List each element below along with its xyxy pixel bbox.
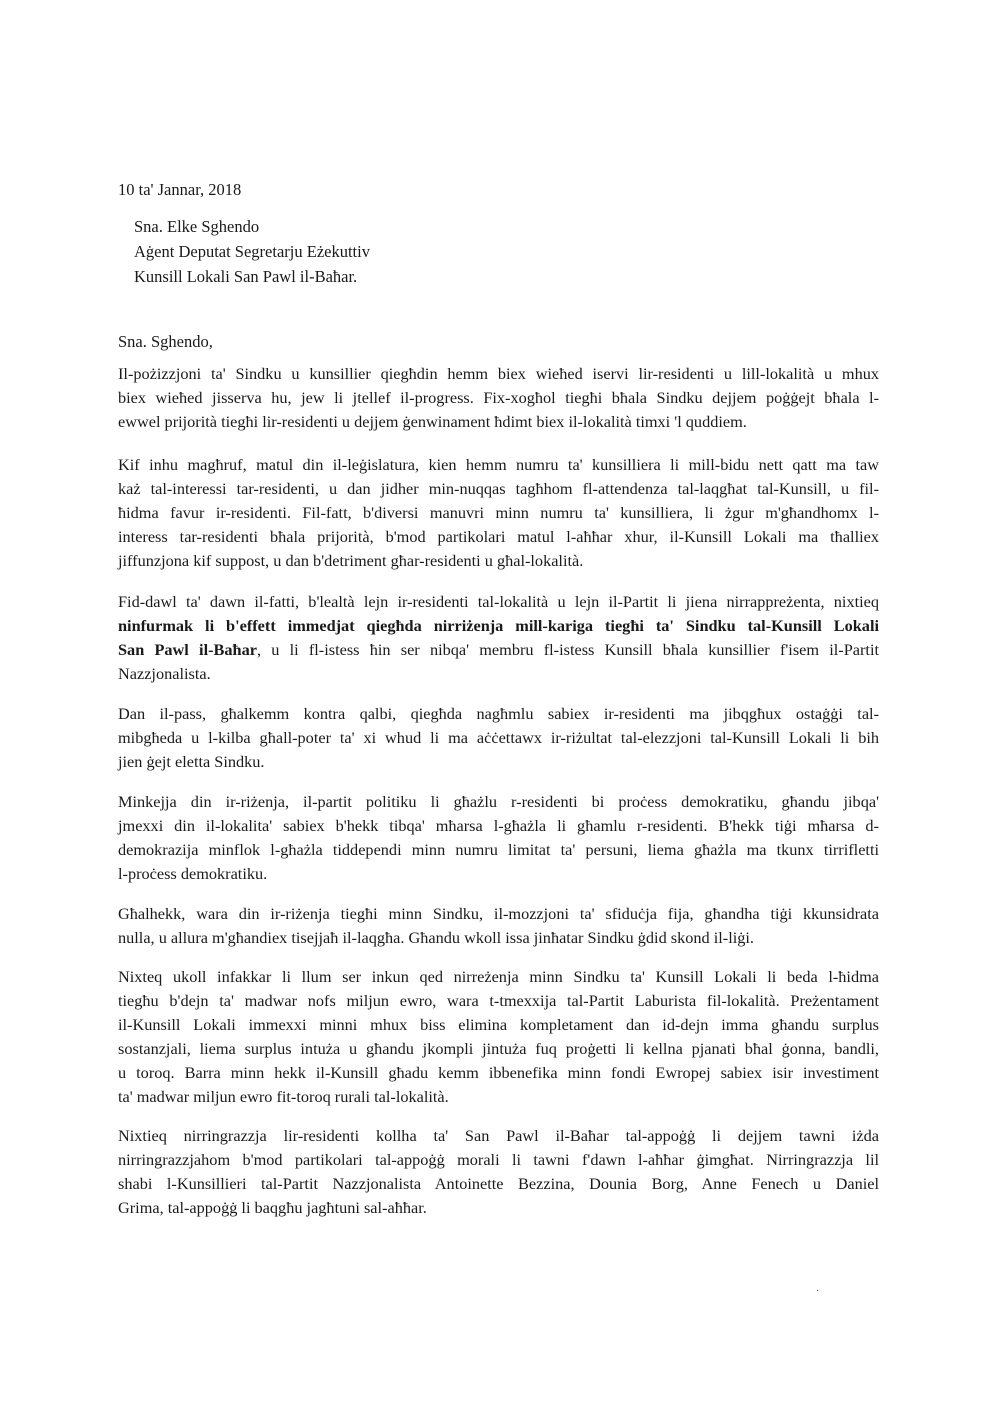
paragraph-line-bold: ninfurmak li b'effett immedjat qiegħda nirriżenja mill-kariga tiegħi ta' Sindku tal-Kunsill Lokali <box>118 616 879 635</box>
recipient-name: Sna. Elke Sghendo <box>134 217 260 236</box>
paragraph-line: Nazzjonalista. <box>118 664 211 683</box>
paragraph-line: shabi l-Kunsillieri tal-Partit Nazzjonalista Antoinette Bezzina, Dounia Borg, Anne Fenech u Daniel <box>118 1174 879 1193</box>
recipient-address-block <box>134 214 370 289</box>
paragraph-line: jmexxi din il-lokalita' sabiex b'hekk tibqa' mħarsa l-għażla li għamlu r-residenti. B'hekk tiġi mħarsa d- <box>118 816 879 835</box>
paragraph-7 <box>118 965 879 1109</box>
salutation: Sna. Sghendo, <box>118 332 213 351</box>
paragraph-line: mibgħeda u l-kilba għall-poter ta' xi whud li ma aċċettawx ir-riżultat tal-elezzjoni tal-Kunsill Lokali li bih <box>118 728 879 747</box>
paragraph-1 <box>118 362 879 434</box>
recipient-organisation: Kunsill Lokali San Pawl il-Baħar. <box>134 267 358 286</box>
paragraph-line: Għalhekk, wara din ir-riżenja tiegħi minn Sindku, il-mozzjoni ta' sfiduċja fija, għandha tiġi kkunsidrata <box>118 904 879 923</box>
letter-date: 10 ta' Jannar, 2018 <box>118 180 242 199</box>
paragraph-line: nulla, u allura m'għandiex tisejjaħ il-laqgħa. Għandu wkoll issa jinħatar Sindku ġdid skond il-liġi. <box>118 928 754 947</box>
paragraph-line: Minkejja din ir-riżenja, il-partit politiku li għażlu r-residenti bi proċess demokratiku, għandu jibqa' <box>118 792 879 811</box>
paragraph-line: nirringrazzjahom b'mod partikolari tal-appoġġ morali li tawni f'dawn l-aħħar ġimgħat. Nirringrazzja lil <box>118 1150 879 1169</box>
paragraph-line-rest: , u li fl-istess ħin ser nibqa' membru fl-istess Kunsill bħala kunsillier f'isem il-Partit <box>256 640 880 659</box>
paragraph-line: ewwel prijorità tiegħi lir-residenti u dejjem ġenwinament ħdimt biex il-lokalità timxi 'l quddiem. <box>118 412 747 431</box>
paragraph-line: il-Kunsill Lokali immexxi minni mhux biss elimina kompletament dan id-dejn imma għandu surplus <box>118 1015 879 1034</box>
paragraph-line: l-proċess demokratiku. <box>118 864 268 883</box>
stray-scan-mark: · <box>816 1286 820 1297</box>
paragraph-line: sostanzjali, liema surplus intuża u għandu jkompli jintuża fuq proġetti li kellna pjanati bħal ġonna, bandli, <box>118 1039 879 1058</box>
paragraph-6 <box>118 902 879 950</box>
paragraph-line: demokrazija minflok l-għażla tiddependi minn numru limitat ta' persuni, liema għażla ma tkunx tirrifletti <box>118 840 879 859</box>
paragraph-line: jiffunzjona kif suppost, u dan b'detriment għar-residenti u għal-lokalità. <box>118 551 584 570</box>
paragraph-4 <box>118 702 879 774</box>
paragraph-2 <box>118 453 879 573</box>
paragraph-line: Grima, tal-appoġġ li baqgħu jagħtuni sal-aħħar. <box>118 1198 427 1217</box>
paragraph-line: Dan il-pass, għalkemm kontra qalbi, qiegħda nagħmlu sabiex ir-residenti ma jibqgħux ostaġġi tal- <box>118 704 879 723</box>
paragraph-line: tiegħu b'dejn ta' madwar nofs miljun ewro, wara t-tmexxija tal-Partit Laburista fil-lokalità. Preżentament <box>118 991 879 1010</box>
paragraph-line: ta' madwar miljun ewro fit-toroq rurali tal-lokalità. <box>118 1087 449 1106</box>
bold-locality-name: San Pawl il-Baħar <box>118 640 257 659</box>
paragraph-line: biex wieħed jisserva hu, jew li jtellef il-progress. Fix-xogħol tiegħi bħala Sindku dejjem poġġejt bħala l- <box>118 388 879 407</box>
paragraph-line: Nixtieq nirringrazzja lir-residenti kollha ta' San Pawl il-Baħar tal-appoġġ li dejjem tawni iżda <box>118 1126 879 1145</box>
paragraph-line: Kif inhu magħruf, matul din il-leġislatura, kien hemm numru ta' kunsilliera li mill-bidu nett qatt ma taw <box>118 455 879 474</box>
paragraph-line: Il-pożizzjoni ta' Sindku u kunsillier qiegħdin hemm biex wieħed iservi lir-residenti u lill-lokalità u mhux <box>118 364 879 383</box>
paragraph-line: jien ġejt eletta Sindku. <box>118 752 265 771</box>
paragraph-5 <box>118 790 879 886</box>
paragraph-line-mixed <box>118 638 879 662</box>
paragraph-8 <box>118 1124 879 1220</box>
recipient-title: Aġent Deputat Segretarju Eżekuttiv <box>134 242 370 261</box>
paragraph-line: ħidma favur ir-residenti. Fil-fatt, b'diversi manuvri minn numru ta' kunsilliera, li żgur m'għandhomx l- <box>118 503 879 522</box>
paragraph-line: Nixteq ukoll infakkar li llum ser inkun qed nirreżenja minn Sindku ta' Kunsill Lokali li beda l-ħidma <box>118 967 879 986</box>
paragraph-line: każ tal-interessi tar-residenti, u dan jidher min-nuqqas tagħhom fl-attendenza tal-laqgħat tal-Kunsill, u fil- <box>118 479 879 498</box>
paragraph-line: u toroq. Barra minn hekk il-Kunsill għadu kemm ibbenefika minn fondi Ewropej sabiex isir investiment <box>118 1063 879 1082</box>
paragraph-line: Fid-dawl ta' dawn il-fatti, b'lealtà lejn ir-residenti tal-lokalità u lejn il-Partit li jiena nirrappreżenta, nixtieq <box>118 592 879 611</box>
paragraph-line: interess tar-residenti bħala prijorità, b'mod partikolari matul l-aħħar xhur, il-Kunsill Lokali ma tħalliex <box>118 527 879 546</box>
paragraph-3-resignation <box>118 590 879 686</box>
